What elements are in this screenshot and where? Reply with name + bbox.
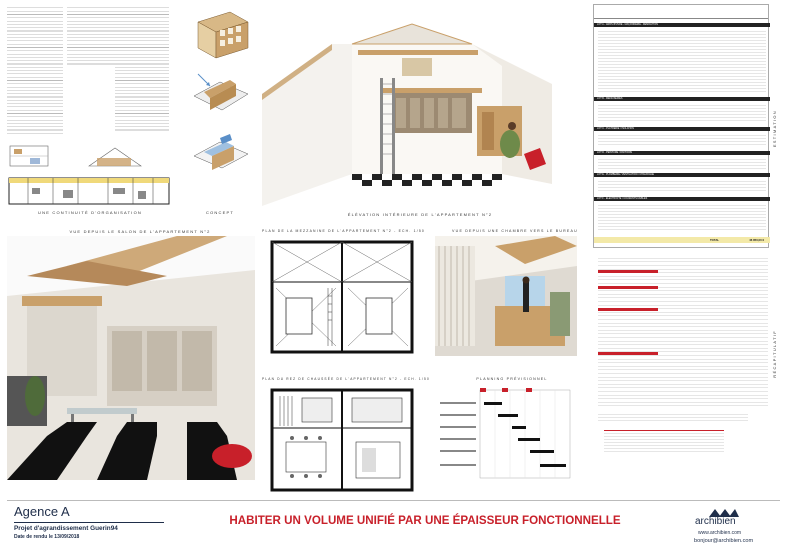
planning-gantt-chart <box>440 386 572 482</box>
recap-lines <box>598 256 768 406</box>
caption-vue-chambre: VUE DEPUIS UNE CHAMBRE VERS LE BUREAU <box>452 229 578 233</box>
estimate-total-row <box>594 237 770 243</box>
intro-text-col-1 <box>7 6 63 136</box>
footer-divider <box>7 500 780 501</box>
estimate-header <box>594 5 768 19</box>
estimate-lot-a: LOT A - GROS ŒUVRE - MAÇONNERIE - DÉMOLITION <box>594 23 770 27</box>
brand-name: archibien <box>695 516 736 527</box>
recap-sub-table <box>604 430 724 454</box>
caption-vue-salon: VUE DEPUIS LE SALON DE L'APPARTEMENT N°2 <box>69 229 211 234</box>
caption-plan-mezzanine: PLAN DE LA MEZZANINE DE L'APPARTEMENT N°2 - ECH. 1/50 <box>262 229 426 233</box>
estimate-lot-b-lines <box>598 103 766 123</box>
headline: HABITER UN VOLUME UNIFIÉ PAR UNE ÉPAISSEUR FONCTIONNELLE <box>229 514 621 527</box>
continuity-plan <box>8 176 170 206</box>
caption-planning: PLANNING PRÉVISIONNEL <box>476 377 548 381</box>
intro-text-col-2 <box>67 6 122 66</box>
caption-plan-rdc: PLAN DU REZ DE CHAUSSÉE DE L'APPARTEMENT N°2 - ECH. 1/50 <box>262 377 430 381</box>
project-title: Projet d'agrandissement Guerin94 <box>14 525 118 532</box>
sketch-diagram-left <box>8 140 53 172</box>
recap-block-4 <box>598 352 658 355</box>
estimate-lot-e-lines <box>598 179 766 193</box>
recap-table <box>598 256 768 446</box>
caption-elevation: ÉLÉVATION INTÉRIEURE DE L'APPARTEMENT N°2 <box>347 212 493 217</box>
caption-continuite: UNE CONTINUITÉ D'ORGANISATION <box>38 210 142 215</box>
sketch-diagram-right <box>85 140 145 172</box>
agency-underline <box>14 522 164 523</box>
estimate-lot-c: LOT C - PLÂTRERIE / ISOLATION <box>594 127 770 131</box>
estimate-vertical-label: ESTIMATION <box>772 110 777 148</box>
estimate-table <box>593 4 769 248</box>
agency-name: Agence A <box>14 504 70 519</box>
brand-url: www.archibien.com <box>698 530 742 536</box>
recap-block-2 <box>598 286 658 289</box>
brand-email: bonjour@archibien.com <box>694 538 754 544</box>
intro-text-col-3 <box>115 6 169 131</box>
concept-diagram-1 <box>190 8 250 63</box>
concept-diagram-2 <box>190 66 250 121</box>
recap-footnote <box>598 412 748 422</box>
ground-floor-plan <box>266 386 418 496</box>
estimate-lot-f-lines <box>598 203 766 231</box>
recap-block-1 <box>598 270 658 273</box>
estimate-lot-d-lines <box>598 157 766 169</box>
interior-elevation-render <box>262 14 574 206</box>
estimate-total-label: TOTAL <box>710 238 720 242</box>
project-date: Date de rendu le 13/09/2018 <box>14 534 80 540</box>
concept-diagram-3 <box>190 128 250 178</box>
estimate-lot-e: LOT E - PLOMBERIE / VENTILATION / CHAUFFAGE <box>594 173 770 177</box>
estimate-lot-b: LOT B - MENUISERIES <box>594 97 770 101</box>
estimate-lot-c-lines <box>598 133 766 147</box>
estimate-lot-f: LOT F - ÉLECTRICITÉ / COURANTS FAIBLES <box>594 197 770 201</box>
recap-block-3 <box>598 308 658 311</box>
caption-concept: CONCEPT <box>206 210 234 215</box>
bedroom-view-render <box>435 236 577 356</box>
recap-vertical-label: RÉCAPITULATIF <box>772 330 777 378</box>
estimate-lot-a-lines <box>598 29 766 93</box>
living-room-render <box>7 236 255 480</box>
estimate-lot-d: LOT D - PEINTURE / FINITIONS <box>594 151 770 155</box>
estimate-total-value: 46 850,00 € <box>749 238 764 242</box>
mezzanine-plan <box>266 238 418 358</box>
